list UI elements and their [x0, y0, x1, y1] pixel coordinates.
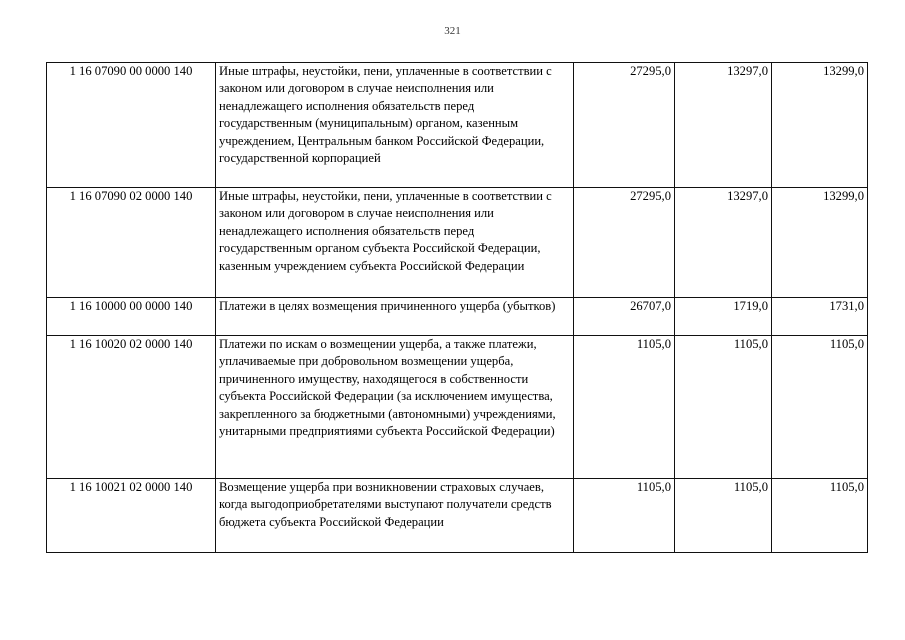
page-number: 321 [444, 25, 461, 37]
revenue-code: 1 16 10021 02 0000 140 [47, 479, 216, 553]
value-col-1: 27295,0 [574, 188, 675, 298]
value-col-1: 1105,0 [574, 479, 675, 553]
value-col-2: 13297,0 [675, 188, 772, 298]
table-row [47, 479, 868, 553]
revenue-code: 1 16 10020 02 0000 140 [47, 336, 216, 479]
value-col-1: 1105,0 [574, 336, 675, 479]
value-col-3: 13299,0 [772, 188, 868, 298]
table-row [47, 188, 868, 298]
value-col-3: 1105,0 [772, 479, 868, 553]
revenue-description: Иные штрафы, неустойки, пени, уплаченные в соответствии с законом или договором в случае неисполнения или ненадлежащего исполнения обязательств перед государственным органом субъекта Российской Федерации, казенным учреждением субъекта Российской Федерации [216, 188, 574, 298]
revenue-description: Возмещение ущерба при возникновении страховых случаев, когда выгодоприобретателями выступают получатели средств бюджета субъекта Российской Федерации [216, 479, 574, 553]
value-col-2: 1105,0 [675, 479, 772, 553]
value-col-3: 1731,0 [772, 298, 868, 336]
table-row [47, 63, 868, 188]
value-col-3: 13299,0 [772, 63, 868, 188]
revenue-code: 1 16 07090 02 0000 140 [47, 188, 216, 298]
value-col-2: 1719,0 [675, 298, 772, 336]
value-col-1: 27295,0 [574, 63, 675, 188]
value-col-3: 1105,0 [772, 336, 868, 479]
table-row [47, 336, 868, 479]
revenue-code: 1 16 07090 00 0000 140 [47, 63, 216, 188]
value-col-2: 13297,0 [675, 63, 772, 188]
revenue-description: Иные штрафы, неустойки, пени, уплаченные в соответствии с законом или договором в случае неисполнения или ненадлежащего исполнения обязательств перед государственным (муниципальным) органом, казенным учреждением, Центральным банком Российской Федерации, государственной корпорацией [216, 63, 574, 188]
revenue-code: 1 16 10000 00 0000 140 [47, 298, 216, 336]
revenue-description: Платежи в целях возмещения причиненного ущерба (убытков) [216, 298, 574, 336]
value-col-2: 1105,0 [675, 336, 772, 479]
revenue-description: Платежи по искам о возмещении ущерба, а также платежи, уплачиваемые при добровольном возмещении ущерба, причиненного имуществу, находящегося в собственности субъекта Российской Федерации (за исключением имущества, закрепленного за бюджетными (автономными) учреждениями, унитарными предприятиями субъекта Российской Федерации) [216, 336, 574, 479]
table-row [47, 298, 868, 336]
value-col-1: 26707,0 [574, 298, 675, 336]
budget-revenue-table [46, 62, 868, 553]
